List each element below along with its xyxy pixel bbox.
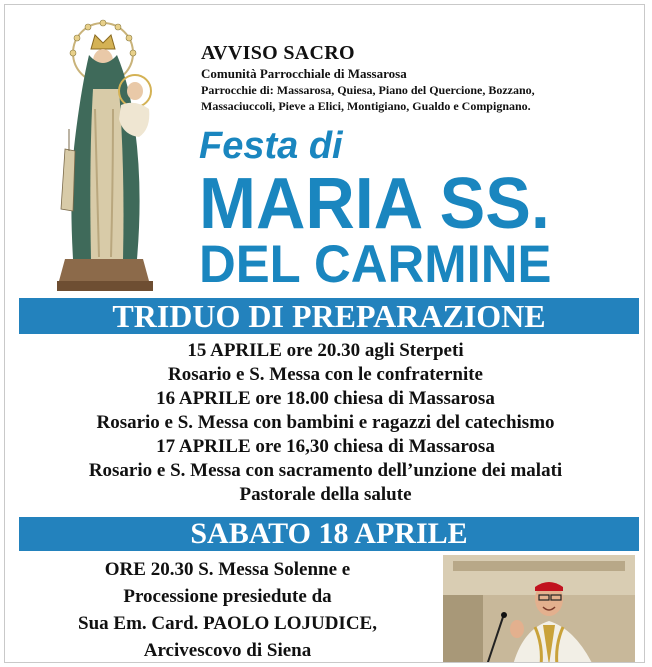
sabato-line: Processione presiedute da <box>123 586 332 607</box>
triduo-line: 16 APRILE ore 18.00 chiesa di Massarosa <box>156 388 495 409</box>
header-parishes-line1: Parrocchie di: Massarosa, Quiesa, Piano del Quercione, Bozzano, <box>201 83 535 97</box>
triduo-schedule <box>5 339 645 507</box>
cardinal-photo <box>443 555 635 663</box>
triduo-line: 15 APRILE ore 20.30 agli Sterpeti <box>187 340 464 361</box>
sabato-schedule <box>15 556 440 663</box>
header-parishes-line2: Massaciuccoli, Pieve a Elici, Montigiano, Gualdo e Compignano. <box>201 99 531 113</box>
triduo-line: Rosario e S. Messa con bambini e ragazzi del catechismo <box>96 412 555 433</box>
sabato-line: ORE 20.30 S. Messa Solenne e <box>104 559 351 580</box>
header <box>201 41 535 114</box>
triduo-line: Rosario e S. Messa con sacramento dell’unzione dei malati <box>88 460 563 481</box>
triduo-line: Pastorale della salute <box>239 484 412 505</box>
festa-title: Festa di <box>199 125 343 167</box>
header-title: AVVISO SACRO <box>201 42 355 64</box>
madonna-statue-icon <box>51 19 163 293</box>
triduo-line: 17 APRILE ore 16,30 chiesa di Massarosa <box>156 436 495 457</box>
triduo-heading: TRIDUO DI PREPARAZIONE <box>19 298 639 334</box>
maria-title: MARIA SS. <box>199 164 550 244</box>
carmine-title: DEL CARMINE <box>199 235 552 294</box>
sabato-heading: SABATO 18 APRILE <box>19 517 639 551</box>
poster <box>4 4 645 663</box>
sabato-line: Arcivescovo di Siena <box>143 640 312 661</box>
sabato-line: Sua Em. Card. PAOLO LOJUDICE, <box>78 613 377 634</box>
triduo-line: Rosario e S. Messa con le confraternite <box>167 364 483 385</box>
header-community: Comunità Parrocchiale di Massarosa <box>201 66 407 81</box>
